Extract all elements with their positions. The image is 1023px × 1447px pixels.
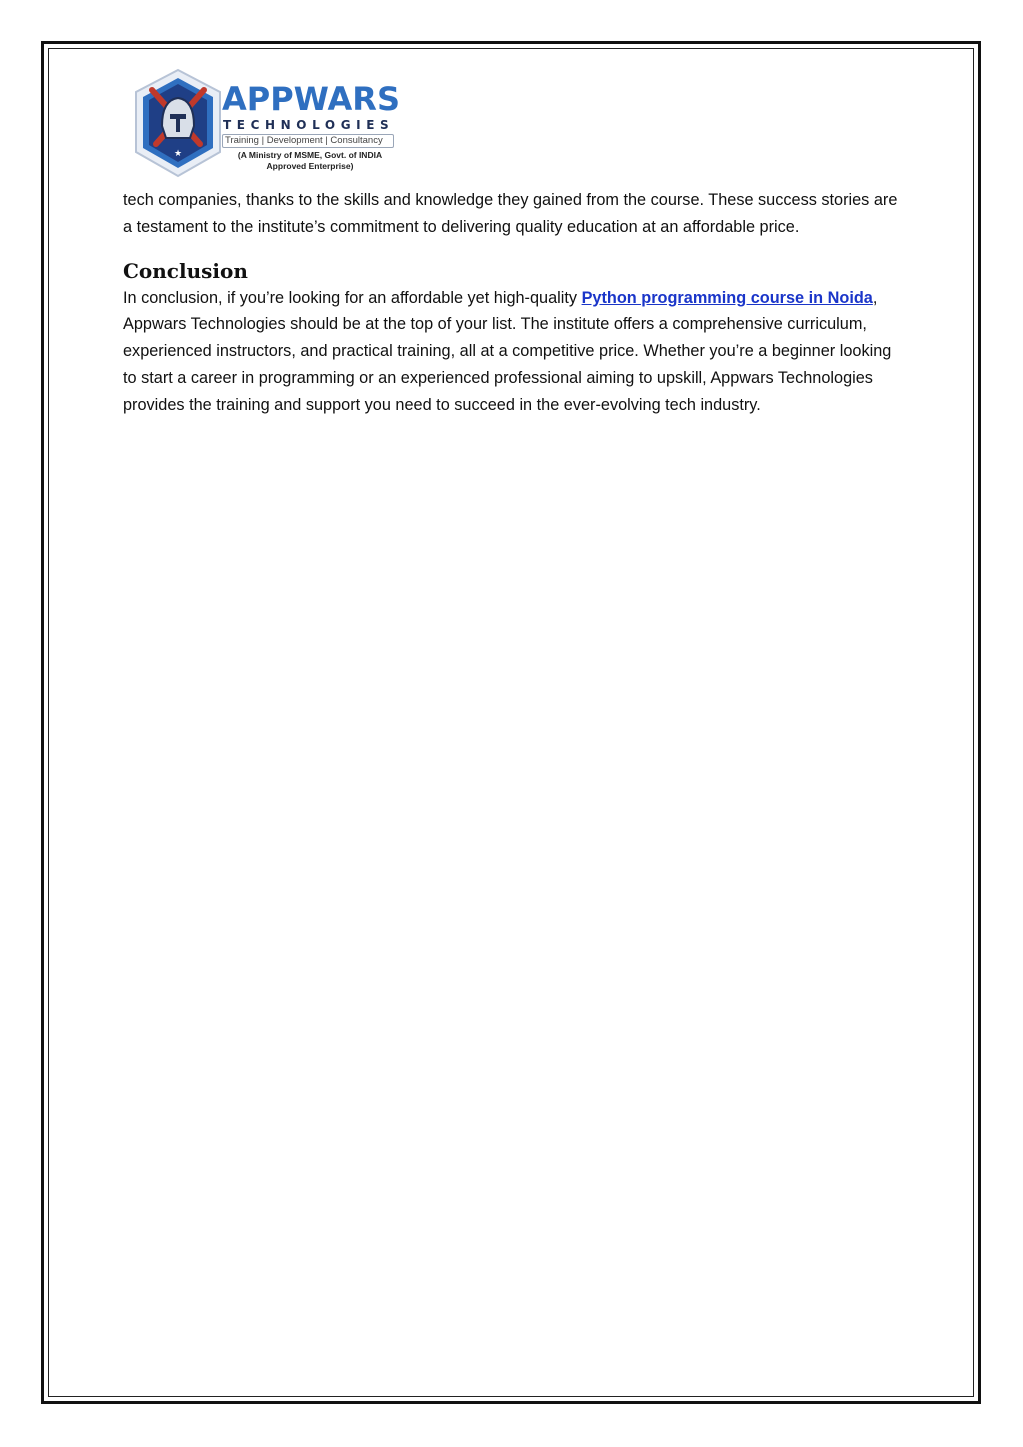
logo-brand-name: APPWARS bbox=[222, 80, 400, 118]
conclusion-heading: Conclusion bbox=[123, 258, 248, 283]
logo-brand-subtitle: TECHNOLOGIES bbox=[223, 118, 395, 132]
logo-approval-text: (A Ministry of MSME, Govt. of INDIA Approved Enterprise) bbox=[237, 150, 383, 171]
intro-paragraph: tech companies, thanks to the skills and knowledge they gained from the course. These success stories are a testament to the institute’s commitment to delivering quality education at an affordable price. bbox=[123, 191, 898, 236]
shield-emblem-icon bbox=[132, 68, 224, 180]
document-content bbox=[123, 187, 898, 419]
logo-tagline: Training | Development | Consultancy bbox=[222, 134, 394, 148]
svg-text:★: ★ bbox=[173, 149, 183, 159]
company-logo bbox=[132, 68, 400, 180]
conclusion-text-before-link: In conclusion, if you’re looking for an affordable yet high-quality bbox=[123, 288, 582, 307]
conclusion-paragraph bbox=[123, 285, 898, 419]
python-course-link[interactable]: Python programming course in Noida bbox=[581, 288, 873, 307]
conclusion-text-after-link: , Appwars Technologies should be at the top of your list. The institute offers a comprehensive curriculum, experienced instructors, and practical training, all at a competitive price. Whether you’re a beginner looking to start a career in programming or an experienced professional aiming to upskill, Appwars Technologies provides the training and support you need to succeed in the ever-evolving tech industry. bbox=[123, 288, 892, 414]
